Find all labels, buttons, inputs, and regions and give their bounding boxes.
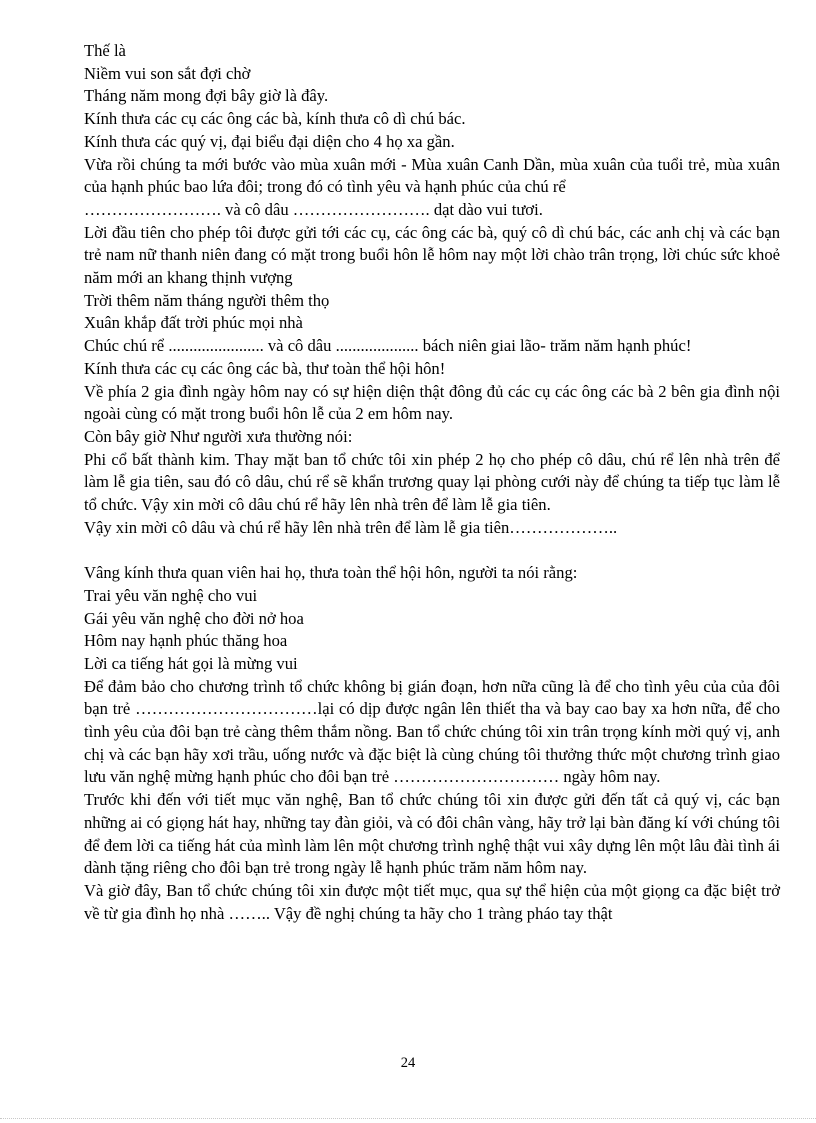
paragraph: Để đảm bảo cho chương trình tổ chức không bị gián đoạn, hơn nữa cũng là để cho tình yêu của của đôi bạn trẻ ……………………………lại có dịp được ngân lên thiết tha và bay cao bay xa hơn nữa, để cho tình yêu của đôi bạn trẻ càng thêm thắm nồng. Ban tổ chức chúng tôi xin trân trọng kính mời quý vị, anh chị và các bạn hãy xơi trầu, uống nước và đặc biệt là cùng chúng tôi thưởng thức một chương trình giao lưu văn nghệ mừng hạnh phúc cho đôi bạn trẻ ………………………… ngày hôm nay. [84, 676, 780, 787]
paragraph: Phi cổ bất thành kim. Thay mặt ban tổ chức tôi xin phép 2 họ cho phép cô dâu, chú rể lên nhà trên để làm lễ gia tiên, sau đó cô dâu, chú rể sẽ khẩn trương quay lại phòng cưới này để chúng ta tiếp tục làm lễ tổ chức. Vậy xin mời cô dâu chú rể hãy lên nhà trên để làm lễ gia tiên. [84, 449, 780, 515]
page-number: 24 [400, 1055, 416, 1071]
document-body [84, 40, 780, 925]
text-line: Kính thưa các cụ các ông các bà, thư toàn thể hội hôn! [84, 358, 446, 378]
text-line: Kính thưa các quý vị, đại biểu đại diện cho 4 họ xa gần. [84, 131, 455, 151]
text-line: Gái yêu văn nghệ cho đời nở hoa [84, 608, 304, 628]
text-line: Tháng năm mong đợi bây giờ là đây. [84, 86, 329, 106]
text-line: Trời thêm năm tháng người thêm thọ [84, 290, 330, 310]
paragraph: Về phía 2 gia đình ngày hôm nay có sự hiện diện thật đông đủ các cụ các ông các bà 2 bên gia đình nội ngoài cùng có mặt trong buổi hôn lễ của 2 em hôm nay. [84, 381, 780, 424]
text-line: Kính thưa các cụ các ông các bà, kính thưa cô dì chú bác. [84, 109, 466, 129]
text-line: Niềm vui son sắt đợi chờ [84, 63, 251, 83]
text-line: Chúc chú rể ....................... và cô dâu .................... bách niên giai lão- trăm năm hạnh phúc! [84, 336, 692, 356]
text-line: Còn bây giờ Như người xưa thường nói: [84, 426, 353, 446]
paragraph: Vừa rồi chúng ta mới bước vào mùa xuân mới - Mùa xuân Canh Dần, mùa xuân của tuổi trẻ, mùa xuân của hạnh phúc bao lứa đôi; trong đó có tình yêu và hạnh phúc của chú rể [84, 154, 780, 197]
paragraph: Lời đầu tiên cho phép tôi được gửi tới các cụ, các ông các bà, quý cô dì chú bác, các anh chị và các bạn trẻ nam nữ thanh niên đang có mặt trong buổi hôn lễ hôm nay một lời chào trân trọng, lời chúc sức khoẻ năm mới an khang thịnh vượng [84, 222, 780, 288]
paragraph: Trước khi đến với tiết mục văn nghệ, Ban tổ chức chúng tôi xin được gửi đến tất cả quý vị, các bạn những ai có giọng hát hay, những tay đàn giỏi, và có đôi chân vàng, hãy trở lại bàn đăng kí với chúng tôi để đem lời ca tiếng hát của mình làm lên một chương trình nghệ thật vui xây dựng lên một lâu đài tình ái dành tặng riêng cho đôi bạn trẻ trong ngày lễ hạnh phúc trăm năm hôm nay. [84, 790, 780, 878]
text-line: Hôm nay hạnh phúc thăng hoa [84, 631, 288, 651]
text-line: Thế là [84, 41, 126, 60]
text-line: Vâng kính thưa quan viên hai họ, thưa toàn thể hội hôn, người ta nói rằng: [84, 563, 578, 583]
paragraph: Và giờ đây, Ban tổ chức chúng tôi xin được một tiết mục, qua sự thể hiện của một giọng ca đặc biệt trở về từ gia đình họ nhà …….. Vậy đề nghị chúng ta hãy cho 1 tràng pháo tay thật [84, 881, 780, 923]
text-line: Vậy xin mời cô dâu và chú rể hãy lên nhà trên để làm lễ gia tiên……………….. [84, 517, 618, 537]
text-line: Xuân khắp đất trời phúc mọi nhà [84, 313, 303, 333]
text-line: ……………………. và cô dâu ……………………. dạt dào vui tươi. [84, 199, 543, 219]
text-line: Trai yêu văn nghệ cho vui [84, 585, 258, 605]
page-bottom-rule [0, 1118, 816, 1119]
text-line: Lời ca tiếng hát gọi là mừng vui [84, 653, 298, 673]
blank-line [84, 539, 780, 562]
